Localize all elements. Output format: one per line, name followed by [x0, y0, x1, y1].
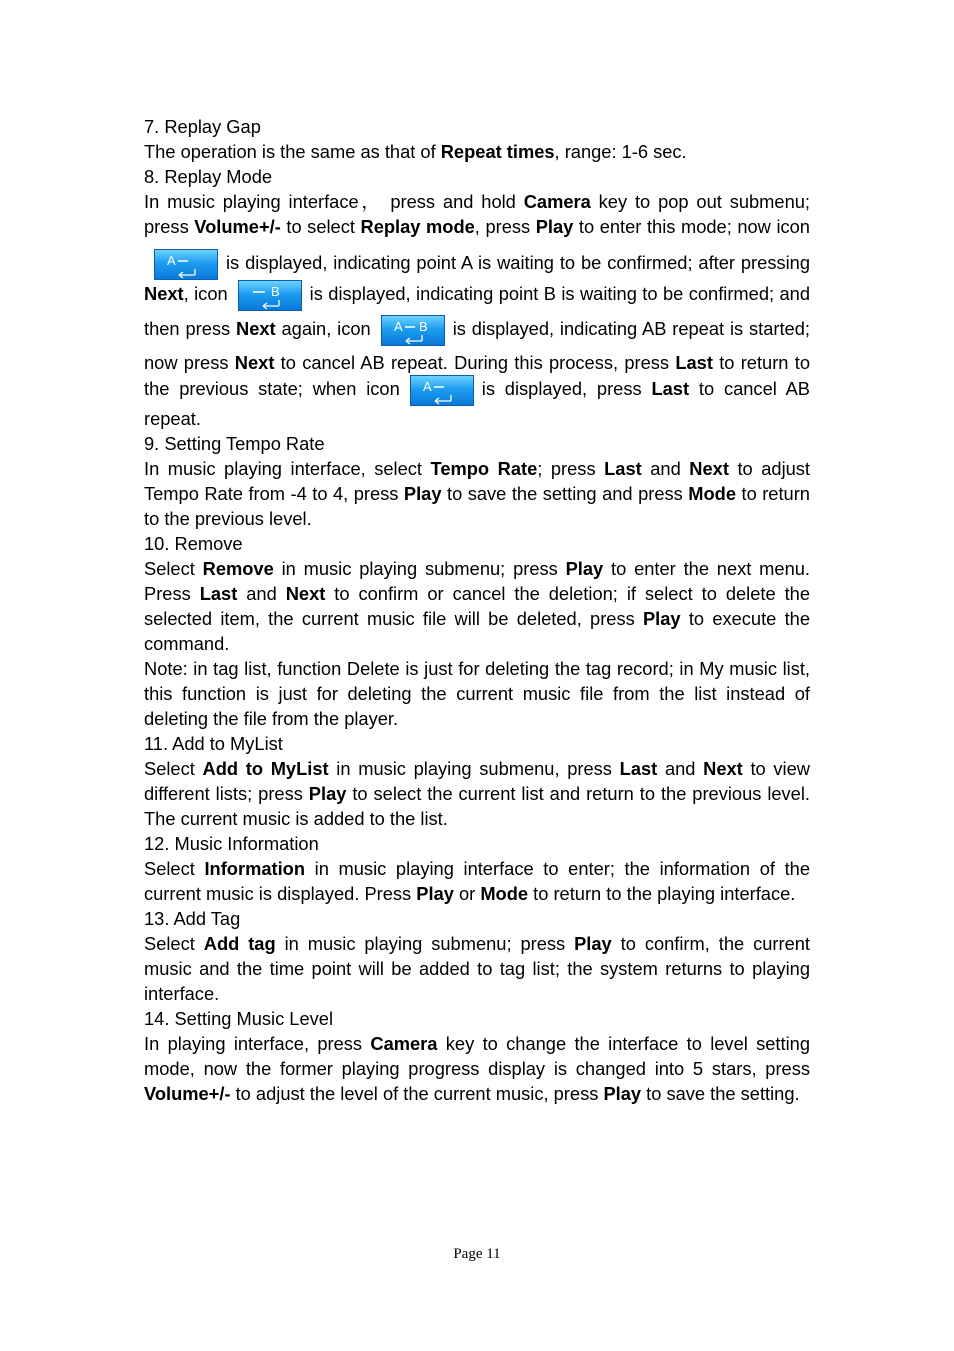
section-heading-replay-gap: 7. Replay Gap [144, 116, 261, 137]
replay-ab-icon [381, 315, 445, 346]
paragraph-music-information: Select Information in music playing interface to enter; the information of the current music is displayed. Press Play or Mode to return to the playing interface. [144, 858, 811, 904]
replay-b-icon [238, 280, 302, 311]
section-heading-remove: 10. Remove [144, 533, 243, 554]
replay-a-icon [154, 249, 218, 280]
replay-a-icon [410, 375, 474, 406]
paragraph-remove-note: Note: in tag list, function Delete is just for deleting the tag record; in My music list, this function is just for deleting the current music file from the list instead of deleting the file from the player. [144, 658, 810, 729]
section-heading-replay-mode: 8. Replay Mode [144, 166, 273, 187]
section-heading-add-to-mylist: 11. Add to MyList [144, 733, 283, 754]
paragraph-replay-mode: In music playing interface， press and hold Camera key to pop out submenu; press Volume+/- to select Replay mode, press Play to enter this mode; now icon A is displayed, indicating point A is waiting to be confirmed; after pressing Next, icon B is displayed, indicating point B is waiting to be confirmed; and then press Next again, icon A B is displayed, indicating AB repeat is started; now press Next to cancel AB repeat. During this process, press Last to return to the previous state; when icon A is displayed, press Last to cancel AB repeat. [144, 191, 810, 429]
manual-text [144, 114, 810, 1106]
svg-text:B: B [270, 284, 280, 299]
svg-text:A: A [167, 253, 176, 268]
svg-text:B: B [418, 319, 428, 334]
paragraph-add-to-mylist: Select Add to MyList in music playing submenu, press Last and Next to view different lists; press Play to select the current list and return to the previous level. The current music is added to the list. [144, 758, 810, 829]
section-heading-add-tag: 13. Add Tag [144, 908, 241, 929]
section-heading-tempo-rate: 9. Setting Tempo Rate [144, 433, 325, 454]
svg-text:A: A [393, 319, 403, 334]
section-heading-music-information: 12. Music Information [144, 833, 319, 854]
paragraph-remove: Select Remove in music playing submenu; press Play to enter the next menu. Press Last and Next to confirm or cancel the deletion; if select to delete the selected item, the current music file will be deleted, press Play to execute the command. [144, 558, 810, 654]
paragraph-add-tag: Select Add tag in music playing submenu; press Play to confirm, the current music and the time point will be added to tag list; the system returns to playing interface. [144, 933, 810, 1004]
paragraph-music-level: In playing interface, press Camera key to change the interface to level setting mode, now the former playing progress display is changed into 5 stars, press Volume+/- to adjust the level of the current music, press Play to save the setting. [144, 1033, 810, 1104]
paragraph-tempo-rate: In music playing interface, select Tempo Rate; press Last and Next to adjust Tempo Rate from -4 to 4, press Play to save the setting and press Mode to return to the previous level. [144, 458, 811, 529]
section-heading-music-level: 14. Setting Music Level [144, 1008, 334, 1029]
paragraph-replay-gap: The operation is the same as that of Repeat times, range: 1-6 sec. [144, 141, 687, 162]
svg-text:A: A [422, 379, 432, 394]
page-number: Page 11 [453, 1246, 501, 1262]
